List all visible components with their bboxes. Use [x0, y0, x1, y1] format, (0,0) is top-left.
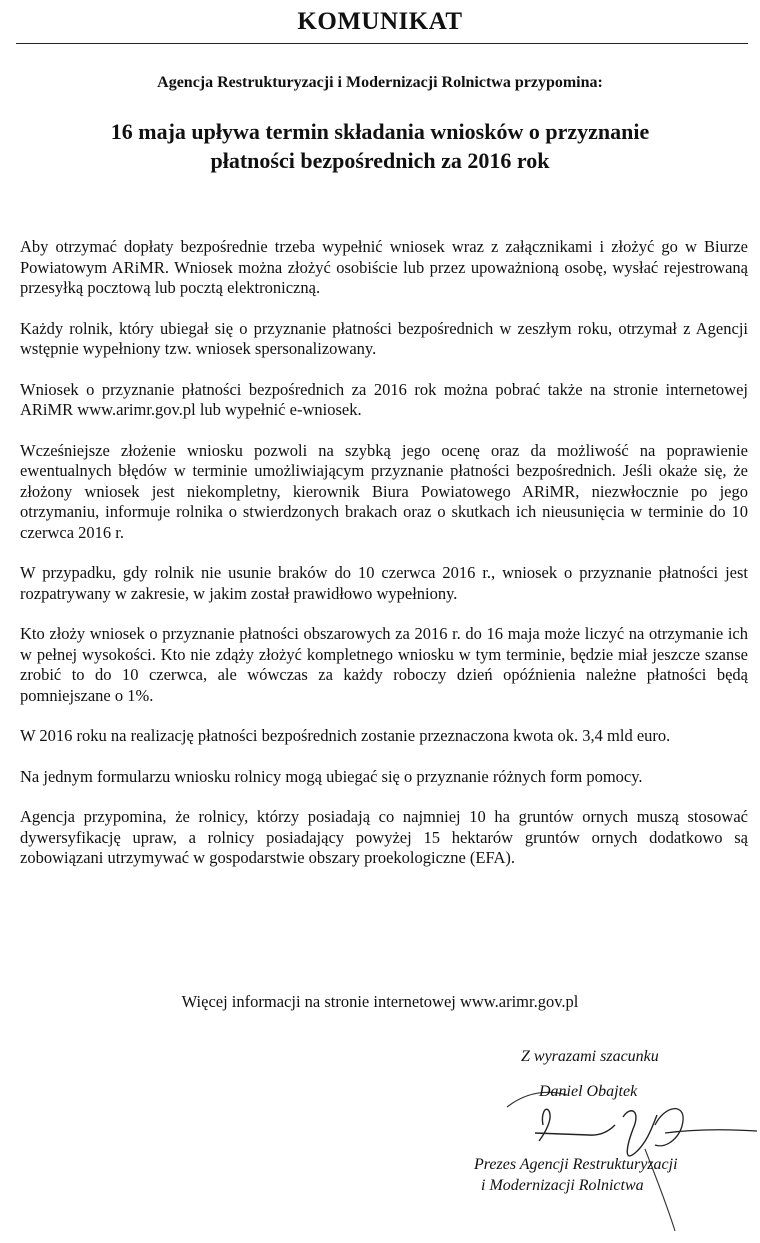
paragraph-deadline-penalty: Kto złoży wniosek o przyznanie płatności obszarowych za 2016 r. do 16 maja może liczyć na otrzymanie ich w pełnej wysokości. Kto nie zdąży złożyć kompletnego wniosku w tym terminie, będzie miał jeszcze szanse zrobić to do 10 czerwca, ale wówczas za każdy roboczy dzień opóźnienia należne płatności będą pomniejszane o 1%. [20, 624, 748, 705]
document-title: KOMUNIKAT [297, 8, 463, 35]
headline-line-1: 16 maja upływa termin składania wniosków o przyznanie [110, 119, 650, 144]
closing-salutation: Z wyrazami szacunku [521, 1048, 659, 1065]
signer-role-line-1: Prezes Agencji Restrukturyzacji [474, 1156, 678, 1173]
signer-role [474, 1154, 750, 1196]
signer-name: Daniel Obajtek [539, 1083, 638, 1100]
title-underline-divider [16, 43, 748, 44]
paragraph-diversification-efa: Agencja przypomina, że rolnicy, którzy posiadają co najmniej 10 ha gruntów ornych muszą stosować dywersyfikację upraw, a rolnicy posiadający powyżej 15 hektarów gruntów ornych dodatkowo są zobowiązani utrzymywać w gospodarstwie obszary proekologiczne (EFA). [20, 807, 748, 867]
body-text [20, 237, 748, 889]
signer-role-line-2: i Modernizacji Rolnictwa [481, 1177, 644, 1194]
headline-line-2: płatności bezpośrednich za 2016 rok [210, 148, 550, 173]
paragraph-personalized-form: Każdy rolnik, który ubiegał się o przyznanie płatności bezpośrednich w zeszłym roku, otrzymał z Agencji wstępnie wypełniony tzw. wniosek spersonalizowany. [20, 318, 748, 358]
agency-reminder-line: Agencja Restrukturyzacji i Modernizacji Rolnictwa przypomina: [157, 74, 603, 91]
paragraph-missing-items: W przypadku, gdy rolnik nie usunie braków do 10 czerwca 2016 r., wniosek o przyznanie płatności jest rozpatrywany w zakresie, w jakim został prawidłowo wypełniony. [20, 563, 748, 603]
paragraph-early-submission: Wcześniejsze złożenie wniosku pozwoli na szybką jego ocenę oraz da możliwość na poprawienie ewentualnych błędów w terminie umożliwiającym przyznanie płatności bezpośrednich. Jeśli okaże się, że złożony wniosek jest niekompletny, kierownik Biura Powiatowego ARiMR, niezwłocznie po jego otrzymaniu, informuje rolnika o stwierdzonych brakach oraz o skutkach ich nieusunięcia w terminie do 10 czerwca 2016 r. [20, 440, 748, 542]
headline [0, 117, 760, 175]
paragraph-download-form: Wniosek o przyznanie płatności bezpośrednich za 2016 rok można pobrać także na stronie internetowej ARiMR www.arimr.gov.pl lub wypełnić e-wniosek. [20, 379, 748, 419]
paragraph-single-form: Na jednym formularzu wniosku rolnicy mogą ubiegać się o przyznanie różnych form pomocy. [20, 766, 643, 786]
more-info-line: Więcej informacji na stronie internetowej www.arimr.gov.pl [181, 992, 579, 1011]
paragraph-how-to-apply: Aby otrzymać dopłaty bezpośrednie trzeba wypełnić wniosek wraz z załącznikami i złożyć go w Biurze Powiatowym ARiMR. Wniosek można złożyć osobiście lub przez upoważnioną osobę, wysłać rejestrowaną przesyłką pocztową lub pocztą elektroniczną. [20, 237, 748, 297]
paragraph-budget: W 2016 roku na realizację płatności bezpośrednich zostanie przeznaczona kwota ok. 3,4 mld euro. [20, 726, 671, 745]
